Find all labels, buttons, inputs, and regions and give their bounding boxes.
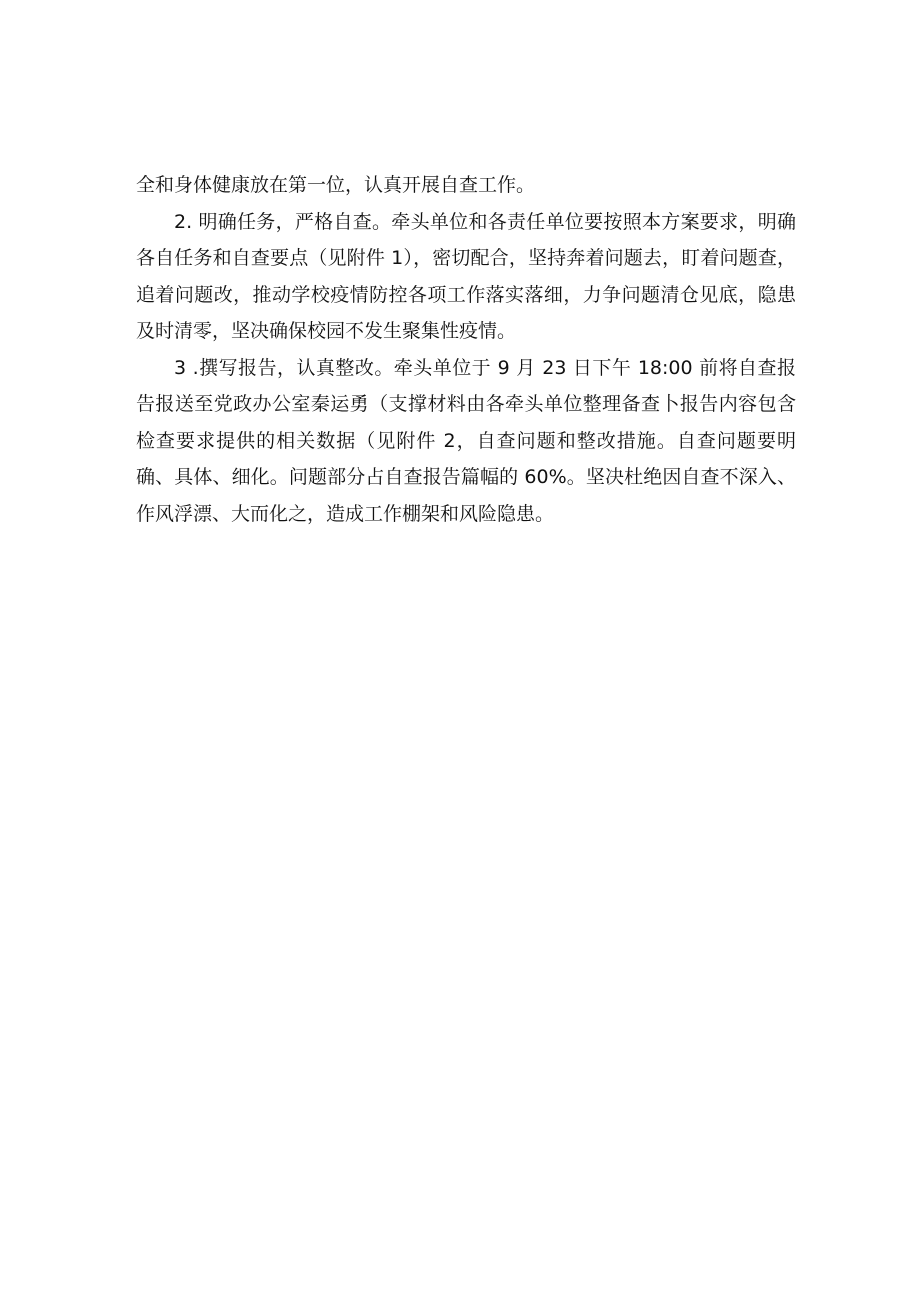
- paragraph-item-2: 2. 明确任务，严格自查。牵头单位和各责任单位要按照本方案要求，明确各自任务和自查要点（见附件 1），密切配合，坚持奔着问题去，盯着问题查，追着问题改，推动学校疫情防控各项工作落实落细，力争问题清仓见底，隐患及时清零，坚决确保校园不发生聚集性疫情。: [136, 210, 796, 342]
- paragraph-item-3: 3 .撰写报告，认真整改。牵头单位于 9 月 23 日下午 18:00 前将自查报告报送至党政办公室秦运勇（支撑材料由各牵头单位整理备查卜报告内容包含检查要求提供的相关数据（见附件 2，自查问题和整改措施。自查问题要明确、具体、细化。问题部分占自查报告篇幅的 60%。坚决杜绝因自查不深入、作风浮漂、大而化之，造成工作棚架和风险隐患。: [136, 356, 796, 525]
- paragraph-continuation: 全和身体健康放在第一位，认真开展自查工作。: [136, 174, 536, 196]
- document-body: [136, 167, 796, 532]
